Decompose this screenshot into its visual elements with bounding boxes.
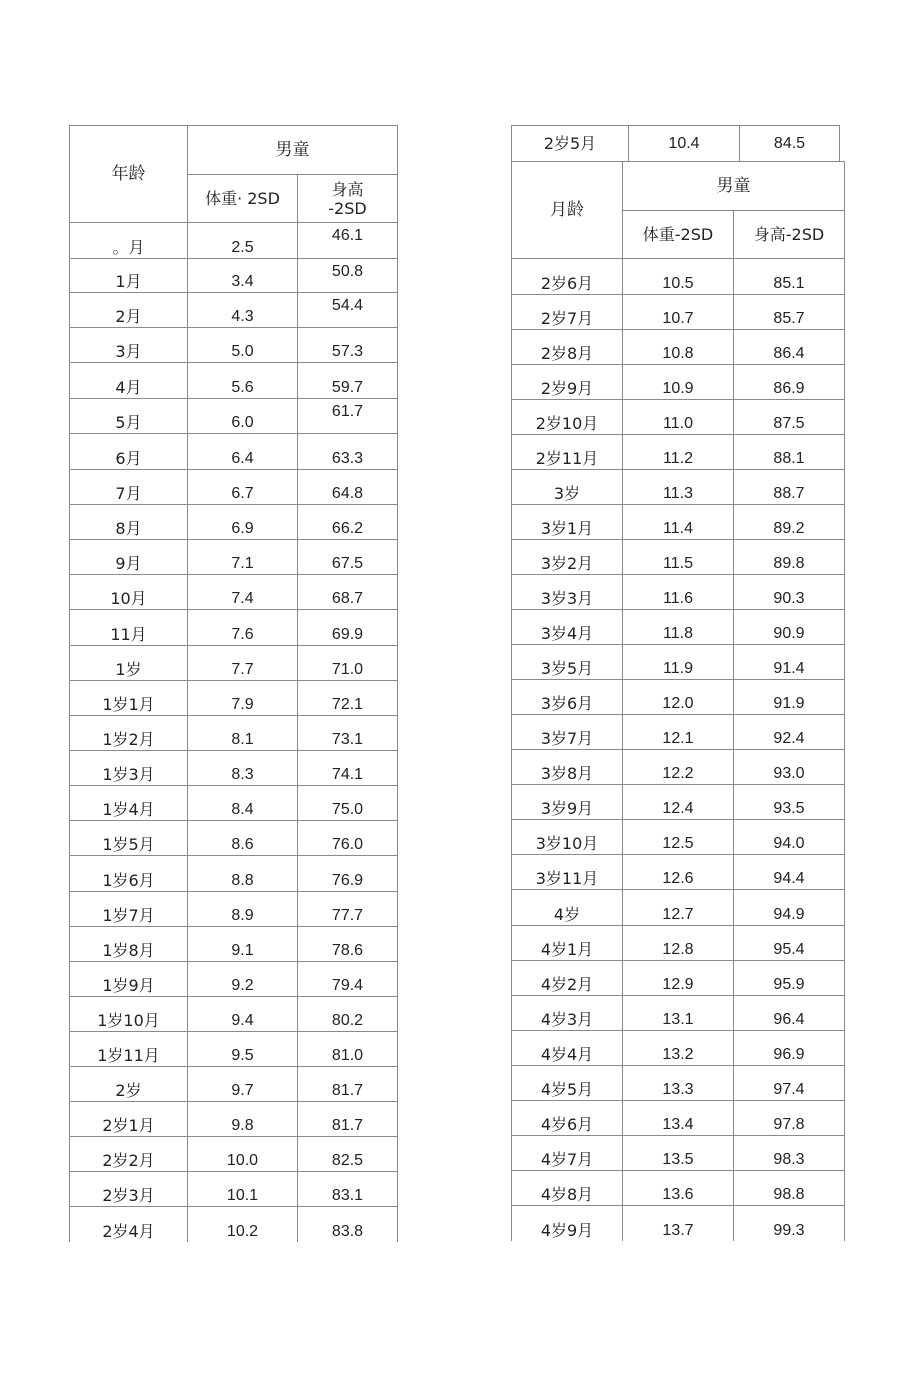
table-row: [512, 1171, 845, 1206]
weight-cell: 10.0: [188, 1137, 298, 1172]
age-cell: 1岁7月: [70, 892, 188, 927]
table-row: [70, 293, 398, 328]
age-cell: 4岁8月: [512, 1171, 623, 1206]
weight-cell: 11.4: [623, 505, 734, 540]
weight-cell: 12.6: [623, 855, 734, 890]
weight-cell: 4.3: [188, 293, 298, 328]
table-row: [512, 610, 845, 645]
height-header-text: 身高 -2SD: [328, 179, 367, 218]
table-row: [70, 751, 398, 786]
height-cell: 59.7: [298, 363, 398, 399]
age-cell: 4岁5月: [512, 1066, 623, 1101]
height-cell: 73.1: [298, 716, 398, 751]
table-row: [70, 892, 398, 927]
table-row: [512, 126, 840, 162]
table-row: [70, 681, 398, 716]
weight-cell: 11.5: [623, 540, 734, 575]
left-growth-table: [69, 125, 398, 1242]
weight-cell: 10.2: [188, 1207, 298, 1242]
weight-cell: 12.1: [623, 715, 734, 750]
table-row: [70, 610, 398, 646]
age-cell: 4岁3月: [512, 996, 623, 1031]
table-row: [70, 470, 398, 505]
age-cell: 4岁9月: [512, 1206, 623, 1241]
age-cell: 2岁5月: [512, 126, 629, 162]
weight-cell: 8.3: [188, 751, 298, 786]
table-row: [512, 996, 845, 1031]
height-cell: 94.4: [734, 855, 845, 890]
table-row: [70, 1207, 398, 1242]
height-cell: 90.3: [734, 575, 845, 610]
age-cell: 3岁1月: [512, 505, 623, 540]
weight-cell: 13.2: [623, 1031, 734, 1066]
weight-cell: 6.4: [188, 434, 298, 470]
weight-cell: 12.7: [623, 890, 734, 926]
table-row: [512, 575, 845, 610]
table-row: [70, 786, 398, 821]
weight-cell: 9.5: [188, 1032, 298, 1067]
age-cell: 3岁9月: [512, 785, 623, 820]
table-row: [70, 821, 398, 856]
age-cell: 2岁6月: [512, 259, 623, 295]
table-row: [512, 295, 845, 330]
weight-cell: 13.3: [623, 1066, 734, 1101]
age-cell: 1岁: [70, 646, 188, 681]
age-cell: 2岁3月: [70, 1172, 188, 1207]
age-cell: 9月: [70, 540, 188, 575]
height-cell: 66.2: [298, 505, 398, 540]
weight-cell: 8.6: [188, 821, 298, 856]
height-cell: 95.9: [734, 961, 845, 996]
age-cell: 3岁7月: [512, 715, 623, 750]
weight-header: 体重-2SD: [623, 211, 734, 259]
table-row: [512, 750, 845, 785]
height-cell: 71.0: [298, 646, 398, 681]
weight-cell: 13.5: [623, 1136, 734, 1171]
age-cell: 。月: [70, 223, 188, 259]
height-cell: 67.5: [298, 540, 398, 575]
age-cell: 10月: [70, 575, 188, 610]
table-row: [512, 1136, 845, 1171]
table-row: [512, 1206, 845, 1241]
height-cell: 84.5: [740, 126, 840, 162]
height-cell: 95.4: [734, 926, 845, 961]
weight-cell: 9.1: [188, 927, 298, 962]
age-cell: 1岁2月: [70, 716, 188, 751]
table-row: [512, 330, 845, 365]
weight-cell: 13.1: [623, 996, 734, 1031]
height-cell: 82.5: [298, 1137, 398, 1172]
height-cell: 94.0: [734, 820, 845, 855]
height-cell: 78.6: [298, 927, 398, 962]
table-row: [512, 926, 845, 961]
age-cell: 2岁9月: [512, 365, 623, 400]
height-cell: 64.8: [298, 470, 398, 505]
right-table-body: [512, 162, 845, 1241]
age-cell: 8月: [70, 505, 188, 540]
table-row: [512, 365, 845, 400]
table-row: [70, 716, 398, 751]
height-cell: 50.8: [298, 259, 398, 293]
age-cell: 3岁11月: [512, 855, 623, 890]
height-cell: 93.0: [734, 750, 845, 785]
weight-cell: 8.8: [188, 856, 298, 892]
table-row: [70, 927, 398, 962]
age-header: 月龄: [512, 162, 623, 259]
table-row: [512, 645, 845, 680]
height-header: 身高-2SD: [734, 211, 845, 259]
right-continuation-row-table: [511, 125, 840, 162]
weight-cell: 12.2: [623, 750, 734, 785]
age-cell: 1岁10月: [70, 997, 188, 1032]
age-cell: 2岁1月: [70, 1102, 188, 1137]
height-cell: 97.4: [734, 1066, 845, 1101]
weight-cell: 6.0: [188, 399, 298, 434]
table-row: [70, 505, 398, 540]
age-cell: 5月: [70, 399, 188, 434]
weight-cell: 13.6: [623, 1171, 734, 1206]
age-cell: 2岁10月: [512, 400, 623, 435]
weight-cell: 12.4: [623, 785, 734, 820]
height-cell: 80.2: [298, 997, 398, 1032]
table-row: [70, 997, 398, 1032]
height-cell: 63.3: [298, 434, 398, 470]
height-cell: 81.7: [298, 1102, 398, 1137]
table-row: [70, 962, 398, 997]
height-cell: 99.3: [734, 1206, 845, 1241]
table-row: [512, 1066, 845, 1101]
age-cell: 3月: [70, 328, 188, 363]
weight-cell: 10.4: [629, 126, 740, 162]
age-cell: 2岁4月: [70, 1207, 188, 1242]
table-row: [70, 259, 398, 293]
table-row: [70, 1137, 398, 1172]
height-cell: 72.1: [298, 681, 398, 716]
weight-cell: 8.4: [188, 786, 298, 821]
table-row: [512, 400, 845, 435]
table-row: [512, 259, 845, 295]
weight-cell: 11.0: [623, 400, 734, 435]
height-cell: 92.4: [734, 715, 845, 750]
table-row: [512, 505, 845, 540]
weight-cell: 11.2: [623, 435, 734, 470]
height-cell: 86.4: [734, 330, 845, 365]
height-cell: 81.7: [298, 1067, 398, 1102]
group-header: 男童: [623, 162, 845, 211]
weight-cell: 6.9: [188, 505, 298, 540]
weight-cell: 10.7: [623, 295, 734, 330]
height-cell: 74.1: [298, 751, 398, 786]
weight-cell: 11.9: [623, 645, 734, 680]
table-row: [512, 715, 845, 750]
table-row: [512, 890, 845, 926]
table-row: [70, 363, 398, 399]
height-cell: 89.8: [734, 540, 845, 575]
age-cell: 4岁6月: [512, 1101, 623, 1136]
weight-cell: 7.4: [188, 575, 298, 610]
height-cell: 79.4: [298, 962, 398, 997]
height-cell: 85.1: [734, 259, 845, 295]
weight-header: 体重· 2SD: [188, 175, 298, 223]
weight-cell: 5.0: [188, 328, 298, 363]
table-row: [70, 540, 398, 575]
height-cell: 46.1: [298, 223, 398, 259]
height-cell: 77.7: [298, 892, 398, 927]
age-cell: 1岁8月: [70, 927, 188, 962]
age-header: 年龄: [70, 126, 188, 223]
height-cell: 85.7: [734, 295, 845, 330]
height-cell: 91.9: [734, 680, 845, 715]
weight-cell: 11.8: [623, 610, 734, 645]
height-cell: 69.9: [298, 610, 398, 646]
left-table-body: [70, 126, 398, 1242]
height-cell: 54.4: [298, 293, 398, 328]
height-cell: 89.2: [734, 505, 845, 540]
group-header: 男童: [188, 126, 398, 175]
age-cell: 1岁6月: [70, 856, 188, 892]
weight-cell: 11.3: [623, 470, 734, 505]
height-cell: 88.1: [734, 435, 845, 470]
age-cell: 3岁: [512, 470, 623, 505]
weight-cell: 13.7: [623, 1206, 734, 1241]
age-cell: 4岁1月: [512, 926, 623, 961]
age-cell: 1岁3月: [70, 751, 188, 786]
age-cell: 1岁5月: [70, 821, 188, 856]
age-cell: 3岁3月: [512, 575, 623, 610]
weight-cell: 12.5: [623, 820, 734, 855]
age-cell: 11月: [70, 610, 188, 646]
weight-cell: 9.8: [188, 1102, 298, 1137]
height-cell: 91.4: [734, 645, 845, 680]
table-row: [512, 961, 845, 996]
height-cell: 90.9: [734, 610, 845, 645]
weight-cell: 13.4: [623, 1101, 734, 1136]
weight-cell: 7.6: [188, 610, 298, 646]
age-cell: 4岁2月: [512, 961, 623, 996]
weight-cell: 10.1: [188, 1172, 298, 1207]
age-cell: 1岁1月: [70, 681, 188, 716]
table-row: [70, 646, 398, 681]
weight-cell: 11.6: [623, 575, 734, 610]
table-row: [512, 680, 845, 715]
height-cell: 76.0: [298, 821, 398, 856]
age-cell: 3岁10月: [512, 820, 623, 855]
age-cell: 2岁11月: [512, 435, 623, 470]
age-cell: 3岁8月: [512, 750, 623, 785]
age-cell: 3岁5月: [512, 645, 623, 680]
table-row: [70, 575, 398, 610]
table-row: [70, 223, 398, 259]
table-row: [70, 328, 398, 363]
weight-cell: 7.9: [188, 681, 298, 716]
weight-cell: 12.0: [623, 680, 734, 715]
age-cell: 2月: [70, 293, 188, 328]
age-cell: 4岁4月: [512, 1031, 623, 1066]
height-cell: 83.8: [298, 1207, 398, 1242]
height-cell: 75.0: [298, 786, 398, 821]
age-cell: 1岁9月: [70, 962, 188, 997]
table-row: [70, 1102, 398, 1137]
weight-cell: 6.7: [188, 470, 298, 505]
table-row: [70, 434, 398, 470]
age-cell: 6月: [70, 434, 188, 470]
table-row: [70, 399, 398, 434]
table-row: [70, 1172, 398, 1207]
table-row: [70, 1067, 398, 1102]
weight-cell: 2.5: [188, 223, 298, 259]
weight-cell: 8.9: [188, 892, 298, 927]
weight-cell: 9.2: [188, 962, 298, 997]
height-cell: 97.8: [734, 1101, 845, 1136]
height-cell: 83.1: [298, 1172, 398, 1207]
height-cell: 96.4: [734, 996, 845, 1031]
age-cell: 3岁4月: [512, 610, 623, 645]
age-cell: 2岁2月: [70, 1137, 188, 1172]
table-row: [512, 820, 845, 855]
weight-cell: 10.8: [623, 330, 734, 365]
table-row: [70, 856, 398, 892]
age-cell: 3岁2月: [512, 540, 623, 575]
height-cell: 87.5: [734, 400, 845, 435]
age-cell: 1月: [70, 259, 188, 293]
age-cell: 4岁: [512, 890, 623, 926]
weight-cell: 9.4: [188, 997, 298, 1032]
height-cell: 57.3: [298, 328, 398, 363]
age-cell: 1岁11月: [70, 1032, 188, 1067]
age-cell: 4月: [70, 363, 188, 399]
height-cell: 86.9: [734, 365, 845, 400]
age-cell: 2岁7月: [512, 295, 623, 330]
age-cell: 1岁4月: [70, 786, 188, 821]
table-row: [70, 1032, 398, 1067]
table-row: [512, 1031, 845, 1066]
table-row: [512, 785, 845, 820]
weight-cell: 9.7: [188, 1067, 298, 1102]
age-cell: 4岁7月: [512, 1136, 623, 1171]
height-cell: 98.3: [734, 1136, 845, 1171]
weight-cell: 5.6: [188, 363, 298, 399]
height-header: [298, 175, 398, 223]
age-cell: 2岁: [70, 1067, 188, 1102]
weight-cell: 12.9: [623, 961, 734, 996]
height-cell: 96.9: [734, 1031, 845, 1066]
table-row: [512, 435, 845, 470]
height-cell: 98.8: [734, 1171, 845, 1206]
height-cell: 81.0: [298, 1032, 398, 1067]
height-cell: 88.7: [734, 470, 845, 505]
height-cell: 94.9: [734, 890, 845, 926]
weight-cell: 10.9: [623, 365, 734, 400]
right-growth-table: [511, 161, 845, 1241]
table-row: [512, 470, 845, 505]
height-cell: 61.7: [298, 399, 398, 434]
height-cell: 93.5: [734, 785, 845, 820]
height-cell: 68.7: [298, 575, 398, 610]
table-row: [512, 540, 845, 575]
height-cell: 76.9: [298, 856, 398, 892]
table-row: [512, 855, 845, 890]
table-row: [512, 1101, 845, 1136]
age-cell: 2岁8月: [512, 330, 623, 365]
weight-cell: 12.8: [623, 926, 734, 961]
weight-cell: 10.5: [623, 259, 734, 295]
weight-cell: 3.4: [188, 259, 298, 293]
weight-cell: 8.1: [188, 716, 298, 751]
age-cell: 7月: [70, 470, 188, 505]
weight-cell: 7.1: [188, 540, 298, 575]
age-cell: 3岁6月: [512, 680, 623, 715]
weight-cell: 7.7: [188, 646, 298, 681]
